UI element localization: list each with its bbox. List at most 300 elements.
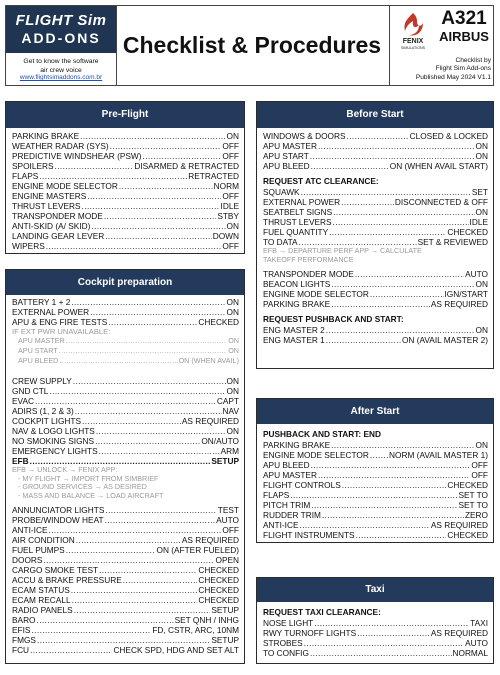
website-link[interactable]: www.flightsimaddons.com.br [19, 74, 103, 81]
logo-line-2: ADD-ONS [21, 30, 101, 46]
dot-leader [39, 171, 187, 181]
header [5, 5, 494, 86]
dot-leader [49, 386, 225, 396]
checklist-item-apu-master [263, 141, 488, 151]
checklist-item-eng-master-1 [263, 335, 488, 345]
pushback-heading: REQUEST PUSHBACK AND START: [263, 314, 404, 324]
checklist-item-annunciator-lights [12, 505, 239, 515]
checklist-item-adirs-1-2-3 [12, 406, 239, 416]
checklist-item-thrust-levers [263, 217, 488, 227]
checklist-item-battery-1-2 [12, 297, 239, 307]
dot-leader [314, 618, 469, 628]
dot-leader [82, 416, 181, 426]
dot-leader [347, 131, 409, 141]
item-value: ON [228, 336, 239, 345]
checklist-item-windows-doors [263, 131, 488, 141]
preflight-panel [5, 101, 245, 254]
item-label: THRUST LEVERS [263, 217, 332, 227]
item-label: ANTI-SKID (A/ SKID) [12, 221, 91, 231]
dot-leader [331, 440, 474, 450]
item-label: WINDOWS & DOORS [263, 131, 346, 141]
taxi-list [263, 607, 488, 658]
item-value: TAXI [470, 618, 488, 628]
item-value: CHECKED [447, 530, 488, 540]
page-title: Checklist & Procedures [122, 32, 382, 58]
checklist-item-flight-instruments [263, 530, 488, 540]
taxi-panel [256, 577, 494, 664]
dot-leader [105, 505, 216, 515]
item-label: ECAM RECALL [12, 595, 71, 605]
item-value: SETUP [211, 635, 239, 645]
item-value: SET TO [458, 490, 488, 500]
item-label: TO DATA [263, 237, 298, 247]
checklist-item-pitch-trim [263, 500, 488, 510]
fenix-logo-subtext: SIMULATIONS [400, 46, 426, 50]
dot-leader [35, 396, 216, 406]
item-label: FLIGHT INSTRUMENTS [263, 530, 355, 540]
dot-leader [71, 297, 225, 307]
dot-leader [331, 279, 474, 289]
item-label: ENG MASTER 2 [263, 325, 325, 335]
meta-line-2: Flight Sim Add-ons [435, 65, 491, 73]
item-label: APU BLEED [18, 356, 59, 365]
item-value: CHECKED [447, 480, 488, 490]
aircraft-type: A321 [441, 8, 487, 29]
item-label: COCKPIT LIGHTS [12, 416, 82, 426]
item-label: FLIGHT CONTROLS [263, 480, 341, 490]
tagline [6, 58, 116, 75]
checklist-item-nose-light [263, 618, 488, 628]
item-value: SETUP [211, 456, 239, 466]
checklist-item-fcu [12, 645, 239, 655]
item-value: IGN/START [444, 289, 488, 299]
item-label: TRANSPONDER MODE [12, 211, 103, 221]
checklist-item-flaps [263, 490, 488, 500]
checklist-item-thrust-levers [12, 201, 239, 211]
item-value: AUTO [465, 269, 488, 279]
efb-note: EFB → UNLOCK → FENIX APP: [12, 465, 118, 474]
dot-leader [72, 595, 198, 605]
item-label: EVAC [12, 396, 34, 406]
item-value: CLOSED & LOCKED [409, 131, 488, 141]
aircraft-maker: AIRBUS [439, 29, 489, 44]
item-value: SET QNH / INHG [174, 615, 239, 625]
item-value: IDLE [469, 217, 488, 227]
checklist-item-nav-logo-lights [12, 426, 239, 436]
item-value: AS REQUIRED [181, 416, 239, 426]
logo-line-1: FLIGHT Sim [15, 12, 107, 29]
item-value: CHECKED [447, 227, 488, 237]
item-value: AS REQUIRED [181, 535, 239, 545]
item-label: STROBES [263, 638, 303, 648]
dot-leader [311, 460, 471, 470]
item-value: OPEN [215, 555, 239, 565]
cockpit-prep-list [12, 297, 239, 655]
item-label: FUEL QUANTITY [263, 227, 329, 237]
item-value: ON [228, 346, 239, 355]
dot-leader [75, 406, 222, 416]
item-value: OFF [222, 151, 239, 161]
item-value: ON (WHEN AVAIL START) [389, 161, 488, 171]
item-value: ON (AFTER FUELED) [156, 545, 239, 555]
dot-leader [301, 187, 471, 197]
item-label: ENGINE MODE SELECTOR [263, 289, 369, 299]
item-label: ANNUNCIATOR LIGHTS [12, 505, 105, 515]
item-value: ON (WHEN AVAIL) [178, 356, 239, 365]
item-label: PROBE/WINDOW HEAT [12, 515, 104, 525]
checklist-item-engine-mode-selector [263, 289, 488, 299]
item-label: RADIO PANELS [12, 605, 73, 615]
item-value: RETRACTED [188, 171, 239, 181]
item-label: GND CTL [12, 386, 49, 396]
publication-info [390, 57, 491, 82]
preflight-list [12, 131, 239, 251]
item-value: ON [226, 131, 239, 141]
item-value: OFF [471, 470, 488, 480]
checklist-item-cargo-smoke-test [12, 565, 239, 575]
dot-leader [74, 605, 211, 615]
panel-title: Cockpit preparation [6, 270, 244, 295]
item-value: CHECKED [198, 585, 239, 595]
item-label: TO CONFIG [263, 648, 309, 658]
item-label: EMERGENCY LIGHTS [12, 446, 98, 456]
dot-leader [341, 197, 394, 207]
flightsim-addons-logo [6, 6, 116, 53]
checklist-item-apu-bleed [12, 356, 239, 366]
checklist-item-rudder-trim [263, 510, 488, 520]
checklist-item-eng-master-2 [263, 325, 488, 335]
ext-pwr-note: IF EXT PWR UNAVAILABLE: [12, 327, 111, 336]
item-label: FUEL PUMPS [12, 545, 65, 555]
item-value: ON/AUTO [201, 436, 239, 446]
checklist-item-anti-skid-a-skid [12, 221, 239, 231]
item-value: ON [226, 221, 239, 231]
checklist-item-strobes [263, 638, 488, 648]
checklist-item-parking-brake [263, 299, 488, 309]
dot-leader [90, 307, 225, 317]
item-value: CHECK SPD, HDG AND SET ALT [113, 645, 239, 655]
dot-leader [96, 426, 226, 436]
checklist-item-flaps [12, 171, 239, 181]
item-label: CARGO SMOKE TEST [12, 565, 99, 575]
dot-leader [108, 317, 197, 327]
dot-leader [143, 151, 222, 161]
item-value: SET TO [458, 500, 488, 510]
dot-leader [59, 346, 228, 356]
item-label: ENGINE MODE SELECTOR [12, 181, 118, 191]
item-label: CREW SUPPLY [12, 376, 72, 386]
checklist-item-anti-ice [12, 525, 239, 535]
dot-leader [331, 299, 430, 309]
dot-leader [356, 530, 447, 540]
checklist-item-efis [12, 625, 239, 635]
checklist-item-weather-radar-sys [12, 141, 239, 151]
checklist-item-crew-supply [12, 376, 239, 386]
checklist-item-evac [12, 396, 239, 406]
item-label: AIR CONDITION [12, 535, 75, 545]
item-value: SET & REVIEWED [417, 237, 488, 247]
dot-leader [310, 648, 452, 658]
checklist-item-apu-bleed [263, 460, 488, 470]
efb-note: - GROUND SERVICES → AS DESIRED [18, 482, 147, 491]
checklist-item-apu-start [263, 151, 488, 161]
efb-note: TAKEOFF PERFORMANCE [263, 254, 354, 264]
checklist-item-cockpit-lights [12, 416, 239, 426]
checklist-item-parking-brake [263, 440, 488, 450]
item-label: ACCU & BRAKE PRESSURE [12, 575, 122, 585]
item-label: ENG MASTER 1 [263, 335, 325, 345]
item-value: DOWN [212, 231, 239, 241]
item-label: APU BLEED [263, 161, 310, 171]
checklist-item-external-power [12, 307, 239, 317]
item-label: DOORS [12, 555, 43, 565]
item-label: APU START [18, 346, 58, 355]
checklist-item-beacon-lights [263, 279, 488, 289]
dot-leader [71, 585, 198, 595]
item-label: NO SMOKING SIGNS [12, 436, 95, 446]
dot-leader [87, 191, 221, 201]
item-value: SETUP [211, 605, 239, 615]
item-label: FLAPS [263, 490, 290, 500]
item-label: SPOILERS [12, 161, 54, 171]
before-start-list [263, 131, 488, 345]
item-label: FCU [12, 645, 30, 655]
dot-leader [43, 555, 214, 565]
item-value: ON [226, 297, 239, 307]
checklist-item-ecam-recall [12, 595, 239, 605]
checklist-item-wipers [12, 241, 239, 251]
item-label: PARKING BRAKE [12, 131, 80, 141]
dot-leader [73, 376, 226, 386]
item-label: EFIS [12, 625, 31, 635]
dot-leader [311, 500, 457, 510]
dot-leader [355, 269, 464, 279]
item-value: OFF [222, 241, 239, 251]
dot-leader [66, 545, 156, 555]
checklist-item-no-smoking-signs [12, 436, 239, 446]
dot-leader [318, 470, 470, 480]
item-value: AUTO [216, 515, 239, 525]
dot-leader [322, 510, 464, 520]
item-label: BARO [12, 615, 36, 625]
checklist-item-spoilers [12, 161, 239, 171]
item-label: PREDICTIVE WINDSHEAR (PSW) [12, 151, 142, 161]
item-label: APU MASTER [18, 336, 65, 345]
dot-leader [59, 356, 177, 366]
item-value: NAV [222, 406, 239, 416]
panel-title: Taxi [257, 578, 493, 602]
item-value: DISCONNECTED & OFF [394, 197, 488, 207]
item-value: CHECKED [198, 565, 239, 575]
dot-leader [329, 227, 446, 237]
cockpit-prep-panel [5, 269, 245, 664]
item-label: FLAPS [12, 171, 39, 181]
item-value: ON [475, 279, 488, 289]
pushback-end-heading: PUSHBACK AND START: END [263, 429, 381, 439]
item-label: RWY TURNOFF LIGHTS [263, 628, 357, 638]
after-start-list [263, 429, 488, 540]
checklist-item-transponder-mode [12, 211, 239, 221]
item-value: AS REQUIRED [430, 628, 488, 638]
dot-leader [326, 325, 475, 335]
after-start-panel [256, 398, 494, 543]
item-label: PARKING BRAKE [263, 299, 331, 309]
dot-leader [37, 615, 174, 625]
dot-leader [318, 141, 475, 151]
item-value: NORM (AVAIL MASTER 1) [389, 450, 488, 460]
item-label: BATTERY 1 + 2 [12, 297, 71, 307]
dot-leader [304, 638, 464, 648]
item-label: SQUAWK [263, 187, 300, 197]
dot-leader [30, 645, 112, 655]
item-value: ON [226, 307, 239, 317]
fenix-logo-text: FENIX [402, 38, 424, 45]
item-label: ECAM STATUS [12, 585, 70, 595]
item-value: CHECKED [198, 317, 239, 327]
item-value: ON [475, 440, 488, 450]
dot-leader [342, 480, 447, 490]
before-start-panel [256, 101, 494, 369]
item-label: PITCH TRIM [263, 500, 311, 510]
item-value: ON [475, 207, 488, 217]
item-label: APU MASTER [263, 470, 317, 480]
checklist-item-rwy-turnoff-lights [263, 628, 488, 638]
taxi-clearance-heading: REQUEST TAXI CLEARANCE: [263, 607, 381, 617]
checklist-item-engine-masters [12, 191, 239, 201]
dot-leader [82, 201, 220, 211]
item-value: CHECKED [198, 595, 239, 605]
dot-leader [333, 217, 469, 227]
item-label: WIPERS [12, 241, 45, 251]
checklist-item-transponder-mode [263, 269, 488, 279]
item-label: EXTERNAL POWER [12, 307, 90, 317]
dot-leader [104, 211, 217, 221]
item-value: IDLE [220, 201, 239, 211]
dot-leader [370, 450, 388, 460]
item-label: ENGINE MASTERS [12, 191, 87, 201]
item-value: DISARMED & RETRACTED [134, 161, 239, 171]
item-value: ON [226, 426, 239, 436]
item-label: TRANSPONDER MODE [263, 269, 354, 279]
item-value: ARM [220, 446, 239, 456]
item-value: FD, CSTR, ARC, 10NM [152, 625, 239, 635]
checklist-item-probe-window-heat [12, 515, 239, 525]
item-label: APU MASTER [263, 141, 317, 151]
dot-leader [119, 181, 213, 191]
dot-leader [357, 628, 430, 638]
item-value: CAPT [216, 396, 239, 406]
checklist-item-predictive-windshear-psw [12, 151, 239, 161]
checklist-item-to-config [263, 648, 488, 658]
item-label: ENGINE MODE SELECTOR [263, 450, 369, 460]
dot-leader [310, 151, 475, 161]
dot-leader [99, 565, 197, 575]
checklist-item-gnd-ctl [12, 386, 239, 396]
item-label: ANTI-ICE [263, 520, 299, 530]
dot-leader [300, 520, 430, 530]
checklist-item-engine-mode-selector [263, 450, 488, 460]
checklist-item-landing-gear-lever [12, 231, 239, 241]
item-value: AS REQUIRED [430, 520, 488, 530]
efb-note: - MY FLIGHT → IMPORT FROM SIMBRIEF [18, 473, 159, 483]
item-label: EFB [12, 456, 29, 466]
checklist-item-emergency-lights [12, 446, 239, 456]
dot-leader [290, 490, 457, 500]
atc-clearance-heading: REQUEST ATC CLEARANCE: [263, 176, 379, 186]
checklist-item-fuel-pumps [12, 545, 239, 555]
dot-leader [326, 335, 401, 345]
item-label: EXTERNAL POWER [263, 197, 341, 207]
panel-title: Pre-Flight [6, 102, 244, 128]
fenix-logo-icon [395, 11, 431, 51]
item-label: SEATBELT SIGNS [263, 207, 333, 217]
item-label: ANTI-ICE [12, 525, 48, 535]
item-label: THRUST LEVERS [12, 201, 81, 211]
checklist-item-fmgs [12, 635, 239, 645]
checklist-item-baro [12, 615, 239, 625]
checklist-item-apu-eng-fire-tests [12, 317, 239, 327]
item-label: APU & ENG FIRE TESTS [12, 317, 108, 327]
checklist-item-apu-master [263, 470, 488, 480]
item-value: OFF [222, 141, 239, 151]
tagline-line-2: air crew voice [40, 66, 82, 74]
checklist-item-radio-panels [12, 605, 239, 615]
checklist-item-accu-brake-pressure [12, 575, 239, 585]
checklist-item-air-condition [12, 535, 239, 545]
item-value: AS REQUIRED [430, 299, 488, 309]
tagline-line-1: Get to know the software [23, 58, 99, 65]
item-label: BEACON LIGHTS [263, 279, 331, 289]
dot-leader [37, 635, 210, 645]
dot-leader [370, 289, 444, 299]
item-label: APU BLEED [263, 460, 310, 470]
item-label: RUDDER TRIM [263, 510, 321, 520]
item-value: OFF [222, 525, 239, 535]
dot-leader [95, 436, 200, 446]
item-value: ON [475, 141, 488, 151]
checklist-item-anti-ice [263, 520, 488, 530]
panel-title: Before Start [257, 102, 493, 128]
item-value: TEST [217, 505, 239, 515]
dot-leader [99, 446, 220, 456]
item-label: APU START [263, 151, 309, 161]
item-value: ZERO [464, 510, 488, 520]
item-value: ON [475, 151, 488, 161]
checklist-item-seatbelt-signs [263, 207, 488, 217]
dot-leader [31, 625, 151, 635]
efb-note: - MASS AND BALANCE → LOAD AIRCRAFT [18, 490, 164, 500]
item-value: OFF [222, 191, 239, 201]
meta-line-1: Checklist by [455, 57, 491, 64]
dot-leader [311, 161, 389, 171]
item-value: ON [475, 325, 488, 335]
item-value: SET [471, 187, 488, 197]
item-value: AUTO [465, 638, 488, 648]
item-label: WEATHER RADAR (SYS) [12, 141, 109, 151]
checklist-item-ecam-status [12, 585, 239, 595]
checklist-item-external-power [263, 197, 488, 207]
item-label: NOSE LIGHT [263, 618, 314, 628]
dot-leader [55, 161, 134, 171]
dot-leader [110, 141, 222, 151]
checklist-item-apu-start [12, 346, 239, 356]
item-value: ON [226, 386, 239, 396]
item-value: ON [226, 376, 239, 386]
checklist-item-doors [12, 555, 239, 565]
item-value: NORMAL [452, 648, 488, 658]
checklist-item-fuel-quantity [263, 227, 488, 237]
meta-line-3: Published May 2024 V1.1 [415, 73, 491, 81]
